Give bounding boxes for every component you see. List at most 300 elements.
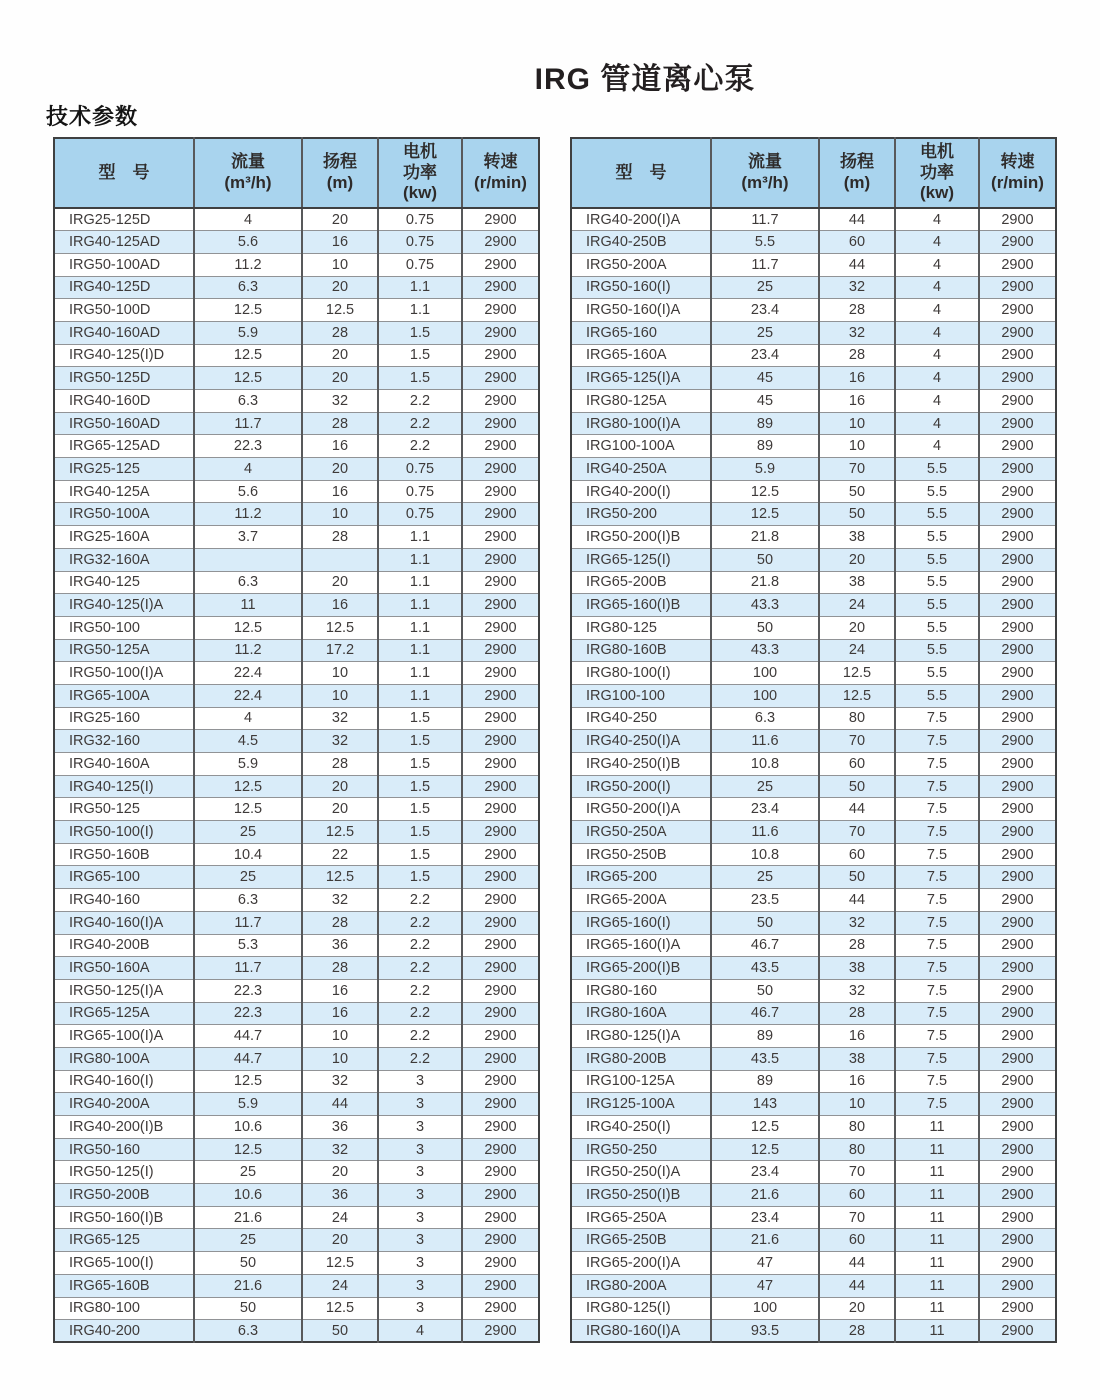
value-cell: 2900 <box>462 321 539 344</box>
value-cell: 10 <box>819 412 895 435</box>
table-row <box>54 1229 539 1252</box>
value-cell: 2.2 <box>378 435 462 458</box>
value-cell: 12.5 <box>711 1138 819 1161</box>
column-header-line: 流量 <box>231 152 265 172</box>
value-cell: 5.5 <box>895 458 979 481</box>
value-cell: 28 <box>302 957 378 980</box>
value-cell: 32 <box>819 276 895 299</box>
value-cell: 12.5 <box>711 1116 819 1139</box>
value-cell: 4 <box>895 390 979 413</box>
value-cell: 2900 <box>979 639 1056 662</box>
value-cell: 10.6 <box>194 1116 302 1139</box>
value-cell: 2900 <box>979 503 1056 526</box>
model-cell: IRG65-200B <box>571 571 711 594</box>
value-cell: 60 <box>819 1229 895 1252</box>
table-row <box>571 548 1056 571</box>
model-cell: IRG40-200 <box>54 1320 194 1343</box>
table-row <box>571 684 1056 707</box>
value-cell: 60 <box>819 1184 895 1207</box>
model-cell: IRG50-125(I) <box>54 1161 194 1184</box>
value-cell: 100 <box>711 1297 819 1320</box>
value-cell: 4 <box>895 299 979 322</box>
value-cell: 4.5 <box>194 730 302 753</box>
value-cell: 2900 <box>979 1161 1056 1184</box>
model-cell: IRG65-160(I) <box>571 911 711 934</box>
table-row <box>571 753 1056 776</box>
table-row <box>571 866 1056 889</box>
value-cell: 20 <box>302 798 378 821</box>
value-cell: 5.6 <box>194 480 302 503</box>
value-cell: 5.9 <box>194 1093 302 1116</box>
value-cell: 70 <box>819 1161 895 1184</box>
value-cell: 4 <box>194 458 302 481</box>
table-row <box>54 594 539 617</box>
model-cell: IRG50-160(I)A <box>571 299 711 322</box>
column-header-power <box>895 138 979 208</box>
value-cell: 2900 <box>462 1025 539 1048</box>
table-row <box>571 1002 1056 1025</box>
value-cell: 4 <box>895 344 979 367</box>
value-cell: 1.1 <box>378 526 462 549</box>
value-cell: 1.5 <box>378 798 462 821</box>
table-row <box>571 1093 1056 1116</box>
value-cell: 28 <box>302 526 378 549</box>
value-cell: 46.7 <box>711 1002 819 1025</box>
value-cell: 32 <box>302 1138 378 1161</box>
value-cell: 11 <box>194 594 302 617</box>
value-cell: 2.2 <box>378 979 462 1002</box>
value-cell: 6.3 <box>711 707 819 730</box>
value-cell: 10 <box>302 1047 378 1070</box>
value-cell: 36 <box>302 1184 378 1207</box>
model-cell: IRG80-160A <box>571 1002 711 1025</box>
table-row <box>571 276 1056 299</box>
value-cell: 11 <box>895 1297 979 1320</box>
table-row <box>571 730 1056 753</box>
value-cell: 2900 <box>979 730 1056 753</box>
table-row <box>54 208 539 231</box>
model-cell: IRG50-125D <box>54 367 194 390</box>
table-row <box>54 730 539 753</box>
model-cell: IRG65-160A <box>571 344 711 367</box>
value-cell: 50 <box>194 1297 302 1320</box>
value-cell: 2900 <box>979 1002 1056 1025</box>
model-cell: IRG50-160B <box>54 843 194 866</box>
value-cell: 2.2 <box>378 889 462 912</box>
value-cell: 16 <box>819 367 895 390</box>
value-cell: 2900 <box>462 889 539 912</box>
table-row <box>54 957 539 980</box>
value-cell: 2900 <box>462 821 539 844</box>
model-cell: IRG50-200A <box>571 253 711 276</box>
value-cell: 2900 <box>462 979 539 1002</box>
table-row <box>571 458 1056 481</box>
value-cell: 2.2 <box>378 911 462 934</box>
model-cell: IRG65-200 <box>571 866 711 889</box>
value-cell: 11 <box>895 1161 979 1184</box>
value-cell: 4 <box>895 276 979 299</box>
value-cell: 10 <box>819 1093 895 1116</box>
model-cell: IRG32-160 <box>54 730 194 753</box>
value-cell: 11.2 <box>194 253 302 276</box>
table-row <box>54 616 539 639</box>
value-cell: 7.5 <box>895 775 979 798</box>
table-row <box>571 934 1056 957</box>
value-cell: 12.5 <box>819 662 895 685</box>
value-cell: 43.5 <box>711 1047 819 1070</box>
value-cell: 4 <box>378 1320 462 1343</box>
value-cell: 2900 <box>979 299 1056 322</box>
value-cell: 20 <box>819 548 895 571</box>
model-cell: IRG80-100 <box>54 1297 194 1320</box>
value-cell: 25 <box>194 1229 302 1252</box>
value-cell: 70 <box>819 730 895 753</box>
value-cell: 11.7 <box>194 911 302 934</box>
value-cell: 100 <box>711 662 819 685</box>
value-cell: 50 <box>194 1252 302 1275</box>
spec-table-right <box>570 137 1057 1343</box>
value-cell: 1.1 <box>378 639 462 662</box>
model-cell: IRG50-250A <box>571 821 711 844</box>
value-cell: 32 <box>302 889 378 912</box>
model-cell: IRG65-100 <box>54 866 194 889</box>
model-cell: IRG40-160A <box>54 753 194 776</box>
model-cell: IRG50-125 <box>54 798 194 821</box>
value-cell: 2900 <box>979 594 1056 617</box>
model-cell: IRG50-250(I)B <box>571 1184 711 1207</box>
value-cell: 1.5 <box>378 367 462 390</box>
table-row <box>571 798 1056 821</box>
model-cell: IRG50-100(I) <box>54 821 194 844</box>
value-cell: 1.1 <box>378 548 462 571</box>
value-cell: 10 <box>819 435 895 458</box>
column-header-line: (m³/h) <box>224 173 272 192</box>
value-cell: 20 <box>302 1229 378 1252</box>
header-row <box>571 138 1056 208</box>
value-cell: 11 <box>895 1116 979 1139</box>
table-row <box>571 911 1056 934</box>
value-cell: 7.5 <box>895 1093 979 1116</box>
value-cell <box>302 548 378 571</box>
table-row <box>54 1206 539 1229</box>
value-cell: 21.6 <box>711 1229 819 1252</box>
value-cell: 2900 <box>462 367 539 390</box>
value-cell: 25 <box>194 821 302 844</box>
value-cell: 25 <box>711 775 819 798</box>
value-cell: 21.6 <box>194 1274 302 1297</box>
column-header-speed <box>979 138 1056 208</box>
value-cell: 2900 <box>462 1252 539 1275</box>
value-cell: 3 <box>378 1206 462 1229</box>
value-cell: 23.4 <box>711 299 819 322</box>
table-row <box>571 821 1056 844</box>
model-cell: IRG50-200(I) <box>571 775 711 798</box>
model-cell: IRG65-250A <box>571 1206 711 1229</box>
column-header-line: 电机 <box>920 141 954 161</box>
section-heading: 技术参数 <box>46 104 139 129</box>
value-cell: 12.5 <box>194 299 302 322</box>
value-cell: 2900 <box>979 1070 1056 1093</box>
model-cell: IRG32-160A <box>54 548 194 571</box>
value-cell: 10.6 <box>194 1184 302 1207</box>
value-cell: 11.6 <box>711 730 819 753</box>
column-header-line: 功率 <box>920 162 954 182</box>
value-cell: 17.2 <box>302 639 378 662</box>
value-cell: 11 <box>895 1274 979 1297</box>
model-cell: IRG50-100 <box>54 616 194 639</box>
value-cell: 24 <box>819 594 895 617</box>
column-header-line: (m³/h) <box>741 173 789 192</box>
value-cell: 5.9 <box>194 321 302 344</box>
table-row <box>571 1161 1056 1184</box>
value-cell: 3 <box>378 1229 462 1252</box>
value-cell: 7.5 <box>895 1047 979 1070</box>
model-cell: IRG65-200A <box>571 889 711 912</box>
value-cell: 45 <box>711 367 819 390</box>
table-row <box>571 412 1056 435</box>
value-cell: 22.3 <box>194 435 302 458</box>
value-cell: 2900 <box>462 616 539 639</box>
value-cell: 2.2 <box>378 957 462 980</box>
value-cell: 50 <box>302 1320 378 1343</box>
table-row <box>571 775 1056 798</box>
column-header-line: 扬程 <box>840 152 874 172</box>
model-cell: IRG65-160(I)A <box>571 934 711 957</box>
value-cell: 44 <box>819 1274 895 1297</box>
value-cell: 7.5 <box>895 730 979 753</box>
model-cell: IRG65-250B <box>571 1229 711 1252</box>
table-row <box>54 458 539 481</box>
model-cell: IRG50-200 <box>571 503 711 526</box>
model-cell: IRG40-125 <box>54 571 194 594</box>
value-cell: 2900 <box>979 526 1056 549</box>
value-cell: 44.7 <box>194 1047 302 1070</box>
value-cell: 2900 <box>462 253 539 276</box>
value-cell: 7.5 <box>895 1002 979 1025</box>
model-cell: IRG40-250(I)A <box>571 730 711 753</box>
value-cell: 2900 <box>462 548 539 571</box>
model-cell: IRG80-125A <box>571 390 711 413</box>
value-cell: 60 <box>819 753 895 776</box>
value-cell: 20 <box>302 344 378 367</box>
table-row <box>571 1070 1056 1093</box>
value-cell: 4 <box>895 231 979 254</box>
value-cell: 2900 <box>462 684 539 707</box>
model-cell: IRG40-250 <box>571 707 711 730</box>
model-cell: IRG65-125(I)A <box>571 367 711 390</box>
value-cell: 11.7 <box>194 412 302 435</box>
value-cell: 93.5 <box>711 1320 819 1343</box>
value-cell: 50 <box>711 548 819 571</box>
value-cell: 38 <box>819 526 895 549</box>
model-cell: IRG50-100(I)A <box>54 662 194 685</box>
value-cell: 10.8 <box>711 753 819 776</box>
value-cell: 12.5 <box>302 1252 378 1275</box>
table-row <box>571 843 1056 866</box>
value-cell: 6.3 <box>194 571 302 594</box>
model-cell: IRG40-125AD <box>54 231 194 254</box>
value-cell: 11 <box>895 1138 979 1161</box>
value-cell: 20 <box>819 1297 895 1320</box>
model-cell: IRG40-125(I)D <box>54 344 194 367</box>
value-cell: 1.5 <box>378 707 462 730</box>
table-row <box>571 889 1056 912</box>
value-cell: 20 <box>302 1161 378 1184</box>
value-cell: 60 <box>819 231 895 254</box>
value-cell: 2900 <box>979 1274 1056 1297</box>
table-row <box>571 957 1056 980</box>
model-cell: IRG50-160 <box>54 1138 194 1161</box>
value-cell: 89 <box>711 435 819 458</box>
value-cell <box>194 548 302 571</box>
table-row <box>571 1047 1056 1070</box>
model-cell: IRG65-100A <box>54 684 194 707</box>
value-cell: 2900 <box>979 1297 1056 1320</box>
table-row <box>54 1252 539 1275</box>
value-cell: 16 <box>302 480 378 503</box>
value-cell: 2900 <box>979 367 1056 390</box>
value-cell: 44 <box>819 1252 895 1275</box>
value-cell: 5.5 <box>895 480 979 503</box>
value-cell: 3 <box>378 1116 462 1139</box>
model-cell: IRG40-125(I) <box>54 775 194 798</box>
value-cell: 5.5 <box>895 639 979 662</box>
value-cell: 12.5 <box>302 299 378 322</box>
value-cell: 2900 <box>979 866 1056 889</box>
model-cell: IRG40-125D <box>54 276 194 299</box>
value-cell: 4 <box>895 367 979 390</box>
value-cell: 2.2 <box>378 1047 462 1070</box>
table-row <box>571 1297 1056 1320</box>
value-cell: 25 <box>194 1161 302 1184</box>
value-cell: 2.2 <box>378 934 462 957</box>
column-header-model <box>571 138 711 208</box>
value-cell: 12.5 <box>194 1070 302 1093</box>
column-header-line: (m) <box>843 173 871 192</box>
value-cell: 12.5 <box>302 866 378 889</box>
column-header-line: 扬程 <box>323 152 357 172</box>
value-cell: 50 <box>711 911 819 934</box>
model-cell: IRG80-100A <box>54 1047 194 1070</box>
value-cell: 89 <box>711 1070 819 1093</box>
value-cell: 23.4 <box>711 1206 819 1229</box>
value-cell: 5.5 <box>895 526 979 549</box>
table-row <box>571 344 1056 367</box>
value-cell: 16 <box>302 1002 378 1025</box>
column-header-line: (kw) <box>920 183 954 203</box>
value-cell: 28 <box>819 344 895 367</box>
value-cell: 43.3 <box>711 594 819 617</box>
value-cell: 7.5 <box>895 843 979 866</box>
value-cell: 2900 <box>979 253 1056 276</box>
table-row <box>571 1320 1056 1343</box>
value-cell: 5.5 <box>895 571 979 594</box>
model-cell: IRG40-160 <box>54 889 194 912</box>
table-row <box>571 707 1056 730</box>
value-cell: 7.5 <box>895 957 979 980</box>
table-row <box>54 866 539 889</box>
value-cell: 2900 <box>979 480 1056 503</box>
value-cell: 70 <box>819 1206 895 1229</box>
model-cell: IRG50-100D <box>54 299 194 322</box>
value-cell: 16 <box>302 979 378 1002</box>
value-cell: 89 <box>711 1025 819 1048</box>
value-cell: 2900 <box>462 866 539 889</box>
model-cell: IRG65-125AD <box>54 435 194 458</box>
table-row <box>54 1002 539 1025</box>
value-cell: 4 <box>194 208 302 231</box>
table-row <box>54 231 539 254</box>
value-cell: 7.5 <box>895 1070 979 1093</box>
value-cell: 21.6 <box>194 1206 302 1229</box>
value-cell: 2900 <box>979 321 1056 344</box>
value-cell: 2900 <box>462 344 539 367</box>
column-header-flow <box>194 138 302 208</box>
table-row <box>54 1320 539 1343</box>
value-cell: 2900 <box>462 412 539 435</box>
value-cell: 0.75 <box>378 253 462 276</box>
table-row <box>54 934 539 957</box>
value-cell: 2900 <box>462 1047 539 1070</box>
value-cell: 1.5 <box>378 866 462 889</box>
value-cell: 2900 <box>462 1184 539 1207</box>
table-row <box>571 979 1056 1002</box>
model-cell: IRG40-125(I)A <box>54 594 194 617</box>
value-cell: 1.5 <box>378 775 462 798</box>
value-cell: 16 <box>819 1070 895 1093</box>
value-cell: 3 <box>378 1070 462 1093</box>
value-cell: 24 <box>302 1274 378 1297</box>
value-cell: 24 <box>302 1206 378 1229</box>
model-cell: IRG40-250A <box>571 458 711 481</box>
table-row <box>54 321 539 344</box>
value-cell: 5.5 <box>895 662 979 685</box>
value-cell: 38 <box>819 571 895 594</box>
column-header-line: 流量 <box>748 152 782 172</box>
value-cell: 2900 <box>979 979 1056 1002</box>
value-cell: 2.2 <box>378 1025 462 1048</box>
column-header-model <box>54 138 194 208</box>
value-cell: 1.1 <box>378 299 462 322</box>
value-cell: 2900 <box>979 1320 1056 1343</box>
value-cell: 2900 <box>462 503 539 526</box>
table-row <box>571 639 1056 662</box>
table-row <box>571 1184 1056 1207</box>
value-cell: 2900 <box>462 798 539 821</box>
table-row <box>54 1093 539 1116</box>
value-cell: 11 <box>895 1184 979 1207</box>
value-cell: 5.5 <box>895 616 979 639</box>
value-cell: 4 <box>895 208 979 231</box>
table-row <box>571 321 1056 344</box>
value-cell: 11.6 <box>711 821 819 844</box>
value-cell: 32 <box>302 390 378 413</box>
model-cell: IRG100-100A <box>571 435 711 458</box>
value-cell: 0.75 <box>378 503 462 526</box>
model-cell: IRG40-200A <box>54 1093 194 1116</box>
value-cell: 10.4 <box>194 843 302 866</box>
column-header-head <box>302 138 378 208</box>
value-cell: 2900 <box>979 616 1056 639</box>
value-cell: 12.5 <box>711 480 819 503</box>
table-row <box>54 526 539 549</box>
table-row <box>571 1206 1056 1229</box>
value-cell: 1.1 <box>378 276 462 299</box>
value-cell: 2900 <box>979 753 1056 776</box>
value-cell: 1.1 <box>378 594 462 617</box>
value-cell: 12.5 <box>302 821 378 844</box>
value-cell: 5.5 <box>895 684 979 707</box>
